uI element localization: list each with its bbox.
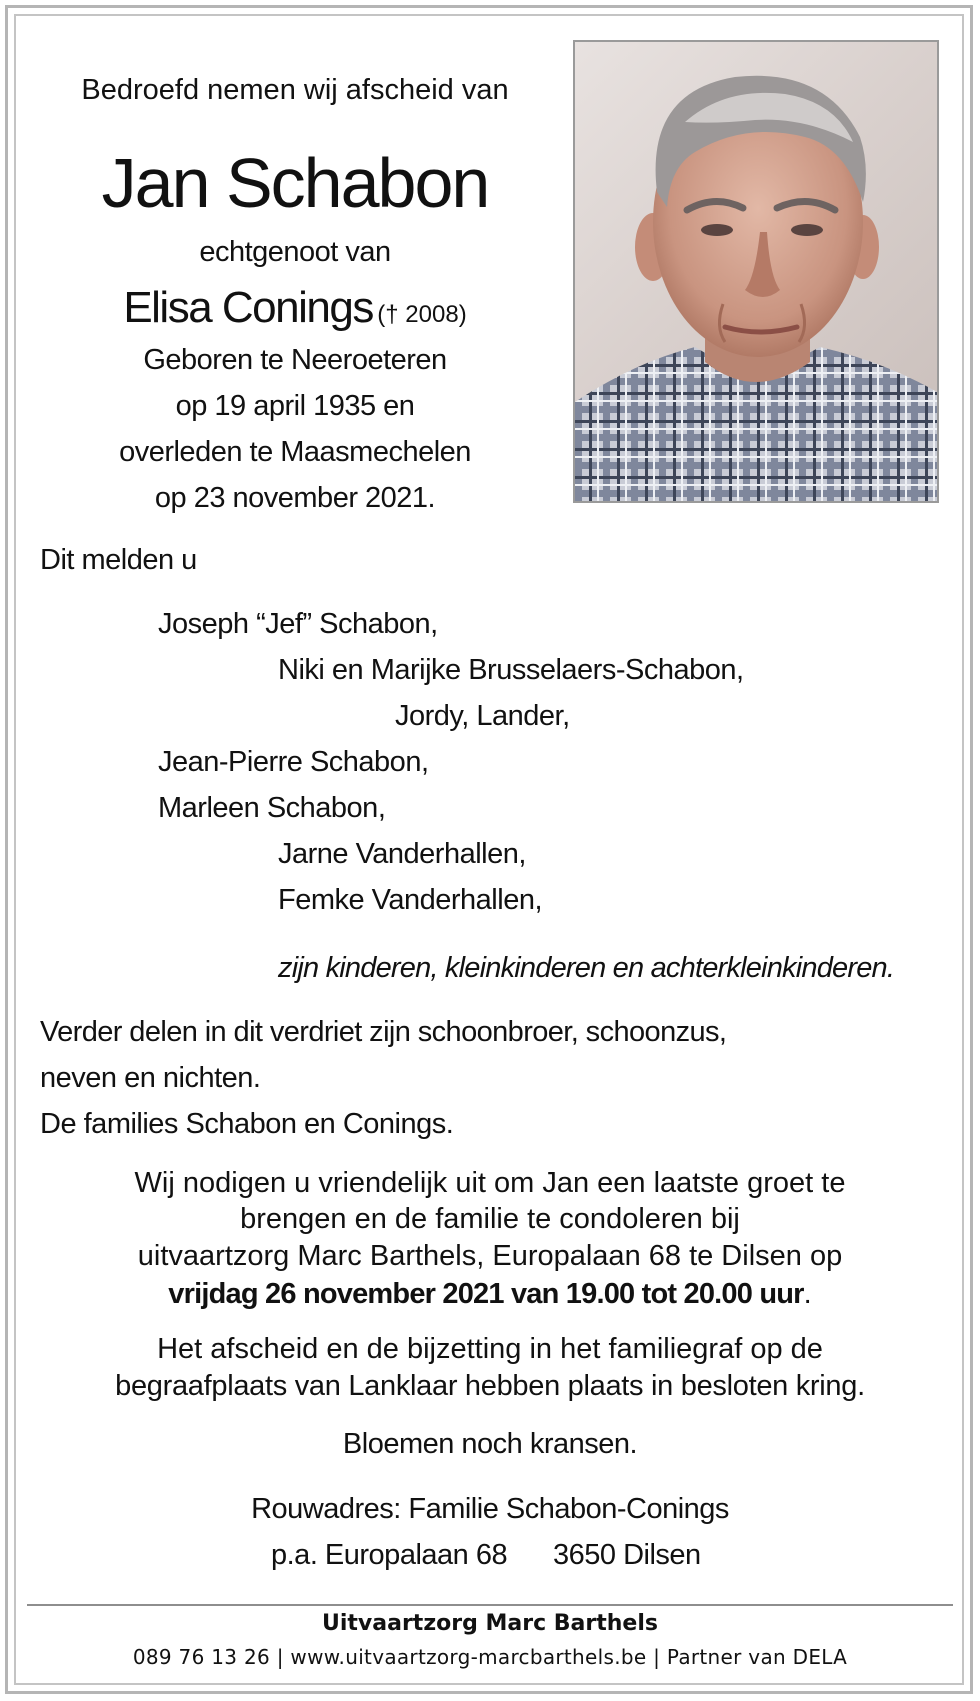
family-intro: Dit melden u	[40, 544, 197, 576]
spouse-death: († 2008)	[377, 301, 467, 328]
birth-place: Geboren te Neeroeteren	[143, 344, 447, 376]
invitation-line-2: brengen en de familie te condoleren bij	[240, 1203, 740, 1235]
invitation-line-3: uitvaartzorg Marc Barthels, Europalaan 68 te Dilsen op	[137, 1240, 843, 1272]
visitation-date: vrijdag 26 november 2021 van 19.00 tot 20.00 uur	[168, 1278, 804, 1310]
family-member: Jean-Pierre Schabon,	[158, 746, 429, 778]
portrait-icon	[575, 42, 937, 501]
family-member: Joseph “Jef” Schabon,	[158, 608, 438, 640]
intro-text: Bedroefd nemen wij afscheid van	[81, 74, 509, 106]
death-place: overleden te Maasmechelen	[119, 436, 471, 468]
spouse-name: Elisa Conings	[123, 283, 373, 332]
footer-contact	[40, 1647, 940, 1667]
company-name: Uitvaartzorg Marc Barthels	[322, 1611, 658, 1636]
burial-line-2: begraafplaats van Lanklaar hebben plaats in besloten kring.	[115, 1370, 865, 1402]
footer-separator: |	[276, 1645, 284, 1669]
family-member: Niki en Marijke Brusselaers-Schabon,	[278, 654, 744, 686]
others-line-2: neven en nichten.	[40, 1062, 261, 1094]
family-member: Jarne Vanderhallen,	[278, 838, 526, 870]
others-line-1: Verder delen in dit verdriet zijn schoonbroer, schoonzus,	[40, 1016, 727, 1048]
deceased-name: Jan Schabon	[101, 144, 489, 222]
address-city: 3650 Dilsen	[553, 1539, 701, 1571]
relation-line: zijn kinderen, kleinkinderen en achterkleinkinderen.	[278, 952, 895, 984]
visitation-date-end: .	[803, 1278, 812, 1310]
family-member: Femke Vanderhallen,	[278, 884, 543, 916]
footer-separator: |	[653, 1645, 661, 1669]
mourning-address: Rouwadres: Familie Schabon-Conings	[251, 1493, 729, 1525]
footer-website[interactable]: www.uitvaartzorg-marcbarthels.be	[290, 1645, 647, 1669]
portrait-photo	[573, 40, 939, 503]
footer-divider	[27, 1604, 953, 1606]
footer-phone: 089 76 13 26	[132, 1645, 271, 1669]
address-street: p.a. Europalaan 68	[271, 1539, 508, 1571]
burial-line-1: Het afscheid en de bijzetting in het familiegraf op de	[157, 1333, 823, 1365]
family-member: Jordy, Lander,	[395, 700, 570, 732]
invitation-line-1: Wij nodigen u vriendelijk uit om Jan een laatste groet te	[134, 1167, 846, 1199]
death-date: op 23 november 2021.	[154, 482, 436, 514]
spouse-line	[40, 283, 550, 332]
birth-date: op 19 april 1935 en	[175, 390, 415, 422]
others-line-3: De families Schabon en Conings.	[40, 1108, 454, 1140]
spouse-intro: echtgenoot van	[199, 236, 391, 268]
flowers-note: Bloemen noch kransen.	[342, 1428, 638, 1460]
family-member: Marleen Schabon,	[158, 792, 386, 824]
invitation-date-line	[40, 1280, 940, 1309]
footer-partner: Partner van DELA	[666, 1645, 848, 1669]
